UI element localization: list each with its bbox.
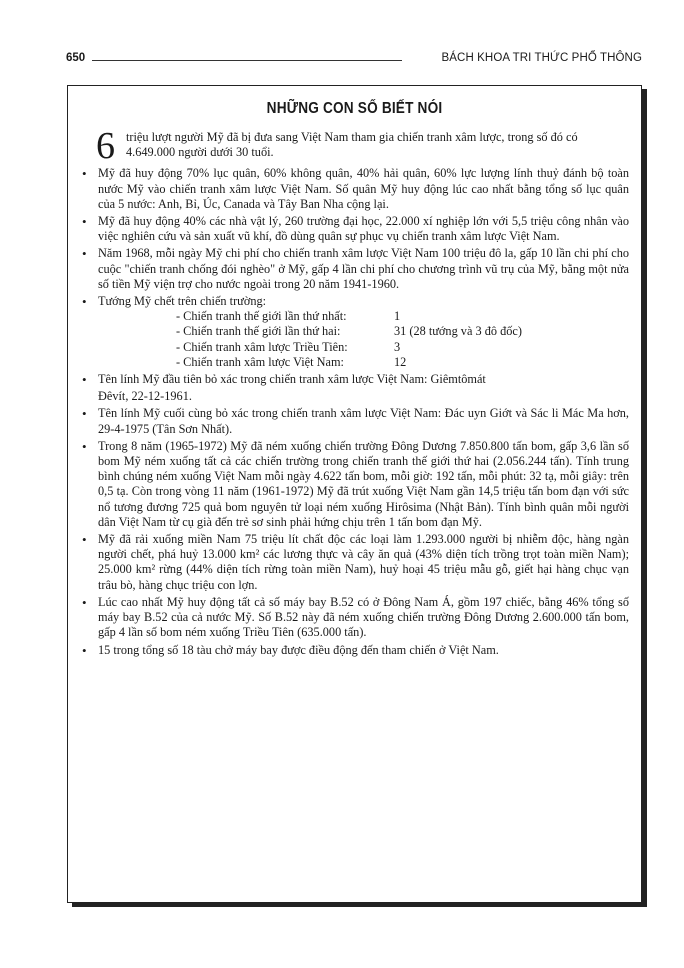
bullet-icon: • bbox=[82, 214, 87, 230]
bullet-icon: • bbox=[82, 532, 87, 548]
first-soldier-date: Đêvít, 22-12-1961. bbox=[98, 389, 192, 404]
bullet-icon: • bbox=[82, 642, 87, 658]
generals-row bbox=[176, 324, 629, 339]
intro-paragraph bbox=[96, 125, 629, 167]
generals-war-label: - Chiến tranh xâm lược Triều Tiên: bbox=[176, 339, 348, 354]
intro-text: triệu lượt người Mỹ đã bị đưa sang Việt Nam tham gia chiến tranh xâm lược, trong số đó có 4.649.000 người dưới 30 tuổi. bbox=[126, 130, 578, 160]
generals-item bbox=[80, 294, 629, 370]
box-shadow-right bbox=[642, 89, 647, 907]
box-content bbox=[80, 125, 629, 660]
list-item bbox=[80, 214, 629, 244]
list-item-text: Tên lính Mỹ đầu tiên bỏ xác trong chiến tranh xâm lược Việt Nam: Giêmtômát bbox=[98, 372, 486, 387]
bullet-icon: • bbox=[82, 246, 87, 262]
generals-count: 3 bbox=[394, 339, 401, 354]
bullet-icon: • bbox=[82, 372, 87, 388]
bullet-icon: • bbox=[82, 406, 87, 422]
list-item-text: Năm 1968, mỗi ngày Mỹ chi phí cho chiến tranh xâm lược Việt Nam 100 triệu đô la, gấp 10 lần chi phí cho cuộc "chiến tranh chống đói nghèo" ở Mỹ, gấp 4 lần chi phí cho chương trình vũ trụ của Mỹ, bằng một nửa số tiền Mỹ viện trợ cho nước ngoài trong 20 năm 1941-1960. bbox=[98, 246, 629, 291]
list-item bbox=[80, 406, 629, 436]
list-item-text: Lúc cao nhất Mỹ huy động tất cả số máy bay B.52 có ở Đông Nam Á, gồm 197 chiếc, bằng 46% tổng số máy bay B.52 của cả nước Mỹ. Số B.52 này đã ném xuống chiến trường Đông Dương 2.600.000 tấn bom, gấp 4 lần số bom ném xuống Triều Tiên (635.000 tấn). bbox=[98, 594, 629, 640]
page-number: 650 bbox=[66, 52, 86, 64]
generals-row bbox=[176, 355, 629, 370]
list-item bbox=[80, 439, 629, 530]
bullet-icon: • bbox=[82, 594, 87, 610]
bullet-icon: • bbox=[82, 166, 87, 182]
list-item-text: Mỹ đã huy động 40% các nhà vật lý, 260 trường đại học, 22.000 xí nghiệp lớn với 5,5 triệu công nhân vào việc nghiên cứu và sản xuất vũ khí, đồ dùng quân sự phục vụ chiến tranh xâm lược Việt Nam. bbox=[98, 214, 629, 244]
box-title: NHỮNG CON SỐ BIẾT NÓI bbox=[266, 100, 443, 117]
list-item-text: Mỹ đã rải xuống miền Nam 75 triệu lít chất độc các loại làm 1.293.000 người bị nhiễm độc, hàng ngàn người chết, phá huỷ 13.000 km² các lương thực và cây ăn quả (43% diện tích trồng trọt toàn miền Nam); 25.000 km² rừng (44% diện tích rừng toàn miền Nam), huỷ hoại 45 triệu mẫu gỗ, giết hại hàng chục vạn trâu bò, hàng chục triệu con lợn. bbox=[98, 532, 629, 592]
list-item bbox=[80, 372, 629, 387]
list-item-text: Tên lính Mỹ cuối cùng bỏ xác trong chiến tranh xâm lược Việt Nam: Đác uyn Giớt và Sác li Mác Ma hơn, 29-4-1975 (Tân Sơn Nhất). bbox=[98, 406, 629, 436]
list-item bbox=[80, 246, 629, 292]
running-title: BÁCH KHOA TRI THỨC PHỔ THÔNG bbox=[441, 52, 642, 64]
bullet-icon: • bbox=[82, 294, 87, 310]
generals-war-label: - Chiến tranh xâm lược Việt Nam: bbox=[176, 354, 344, 369]
list-item-text: 15 trong tổng số 18 tàu chở máy bay được điều động đến tham chiến ở Việt Nam. bbox=[98, 642, 499, 657]
list-item bbox=[80, 532, 629, 593]
generals-count: 1 bbox=[394, 309, 401, 324]
list-item bbox=[80, 643, 629, 658]
generals-count: 31 (28 tướng và 3 đô đốc) bbox=[394, 324, 522, 339]
generals-war-label: - Chiến tranh thế giới lần thứ hai: bbox=[176, 324, 341, 339]
generals-war-label: - Chiến tranh thế giới lần thứ nhất: bbox=[176, 309, 347, 324]
list-item-text: Mỹ đã huy động 70% lục quân, 60% không quân, 40% hải quân, 60% lực lượng lính thuỷ đánh bộ toàn nước Mỹ vào chiến tranh xâm lược Việt Nam. Số quân Mỹ huy động lúc cao nhất bằng tổng số lục quân của 5 nước: Anh, Bỉ, Úc, Canada và Tây Ban Nha cộng lại. bbox=[98, 166, 629, 211]
header-rule bbox=[92, 60, 402, 61]
page-header bbox=[66, 52, 642, 68]
generals-row bbox=[176, 309, 629, 324]
generals-heading: Tướng Mỹ chết trên chiến trường: bbox=[98, 294, 267, 309]
generals-count: 12 bbox=[394, 354, 407, 369]
list-item bbox=[80, 595, 629, 641]
facts-box bbox=[67, 85, 642, 903]
bullet-icon: • bbox=[82, 438, 87, 454]
list-item-text: Trong 8 năm (1965-1972) Mỹ đã ném xuống chiến trường Đông Dương 7.850.800 tấn bom, gấp 3,6 lần số bom Mỹ ném xuống tất cả các chiến trường trong chiến tranh thế giới thứ hai (2.056.244 tấn). Tính trung bình chúng ném xuống Việt Nam mỗi ngày 4.622 tấn bom, mỗi giờ: 192 tấn, mỗi phút: 32 tạ, mỗi giây: trên 0,5 tạ. Còn trong vòng 11 năm (1961-1972) Mỹ đã trút xuống Việt Nam gần 14,5 triệu tấn bom đạn với sức nổ tương đương 725 quả bom nguyên tử loại ném xuống Hirôsima (Nhật Bản). Tính bình quân mỗi người dân Việt Nam từ cụ già đến trẻ sơ sinh phải hứng chịu trên 1 tấn bom đạn Mỹ. bbox=[98, 438, 629, 529]
drop-cap: 6 bbox=[96, 125, 115, 167]
generals-row bbox=[176, 340, 629, 355]
generals-table bbox=[176, 309, 629, 370]
list-item bbox=[80, 166, 629, 212]
box-shadow-bottom bbox=[72, 903, 647, 907]
